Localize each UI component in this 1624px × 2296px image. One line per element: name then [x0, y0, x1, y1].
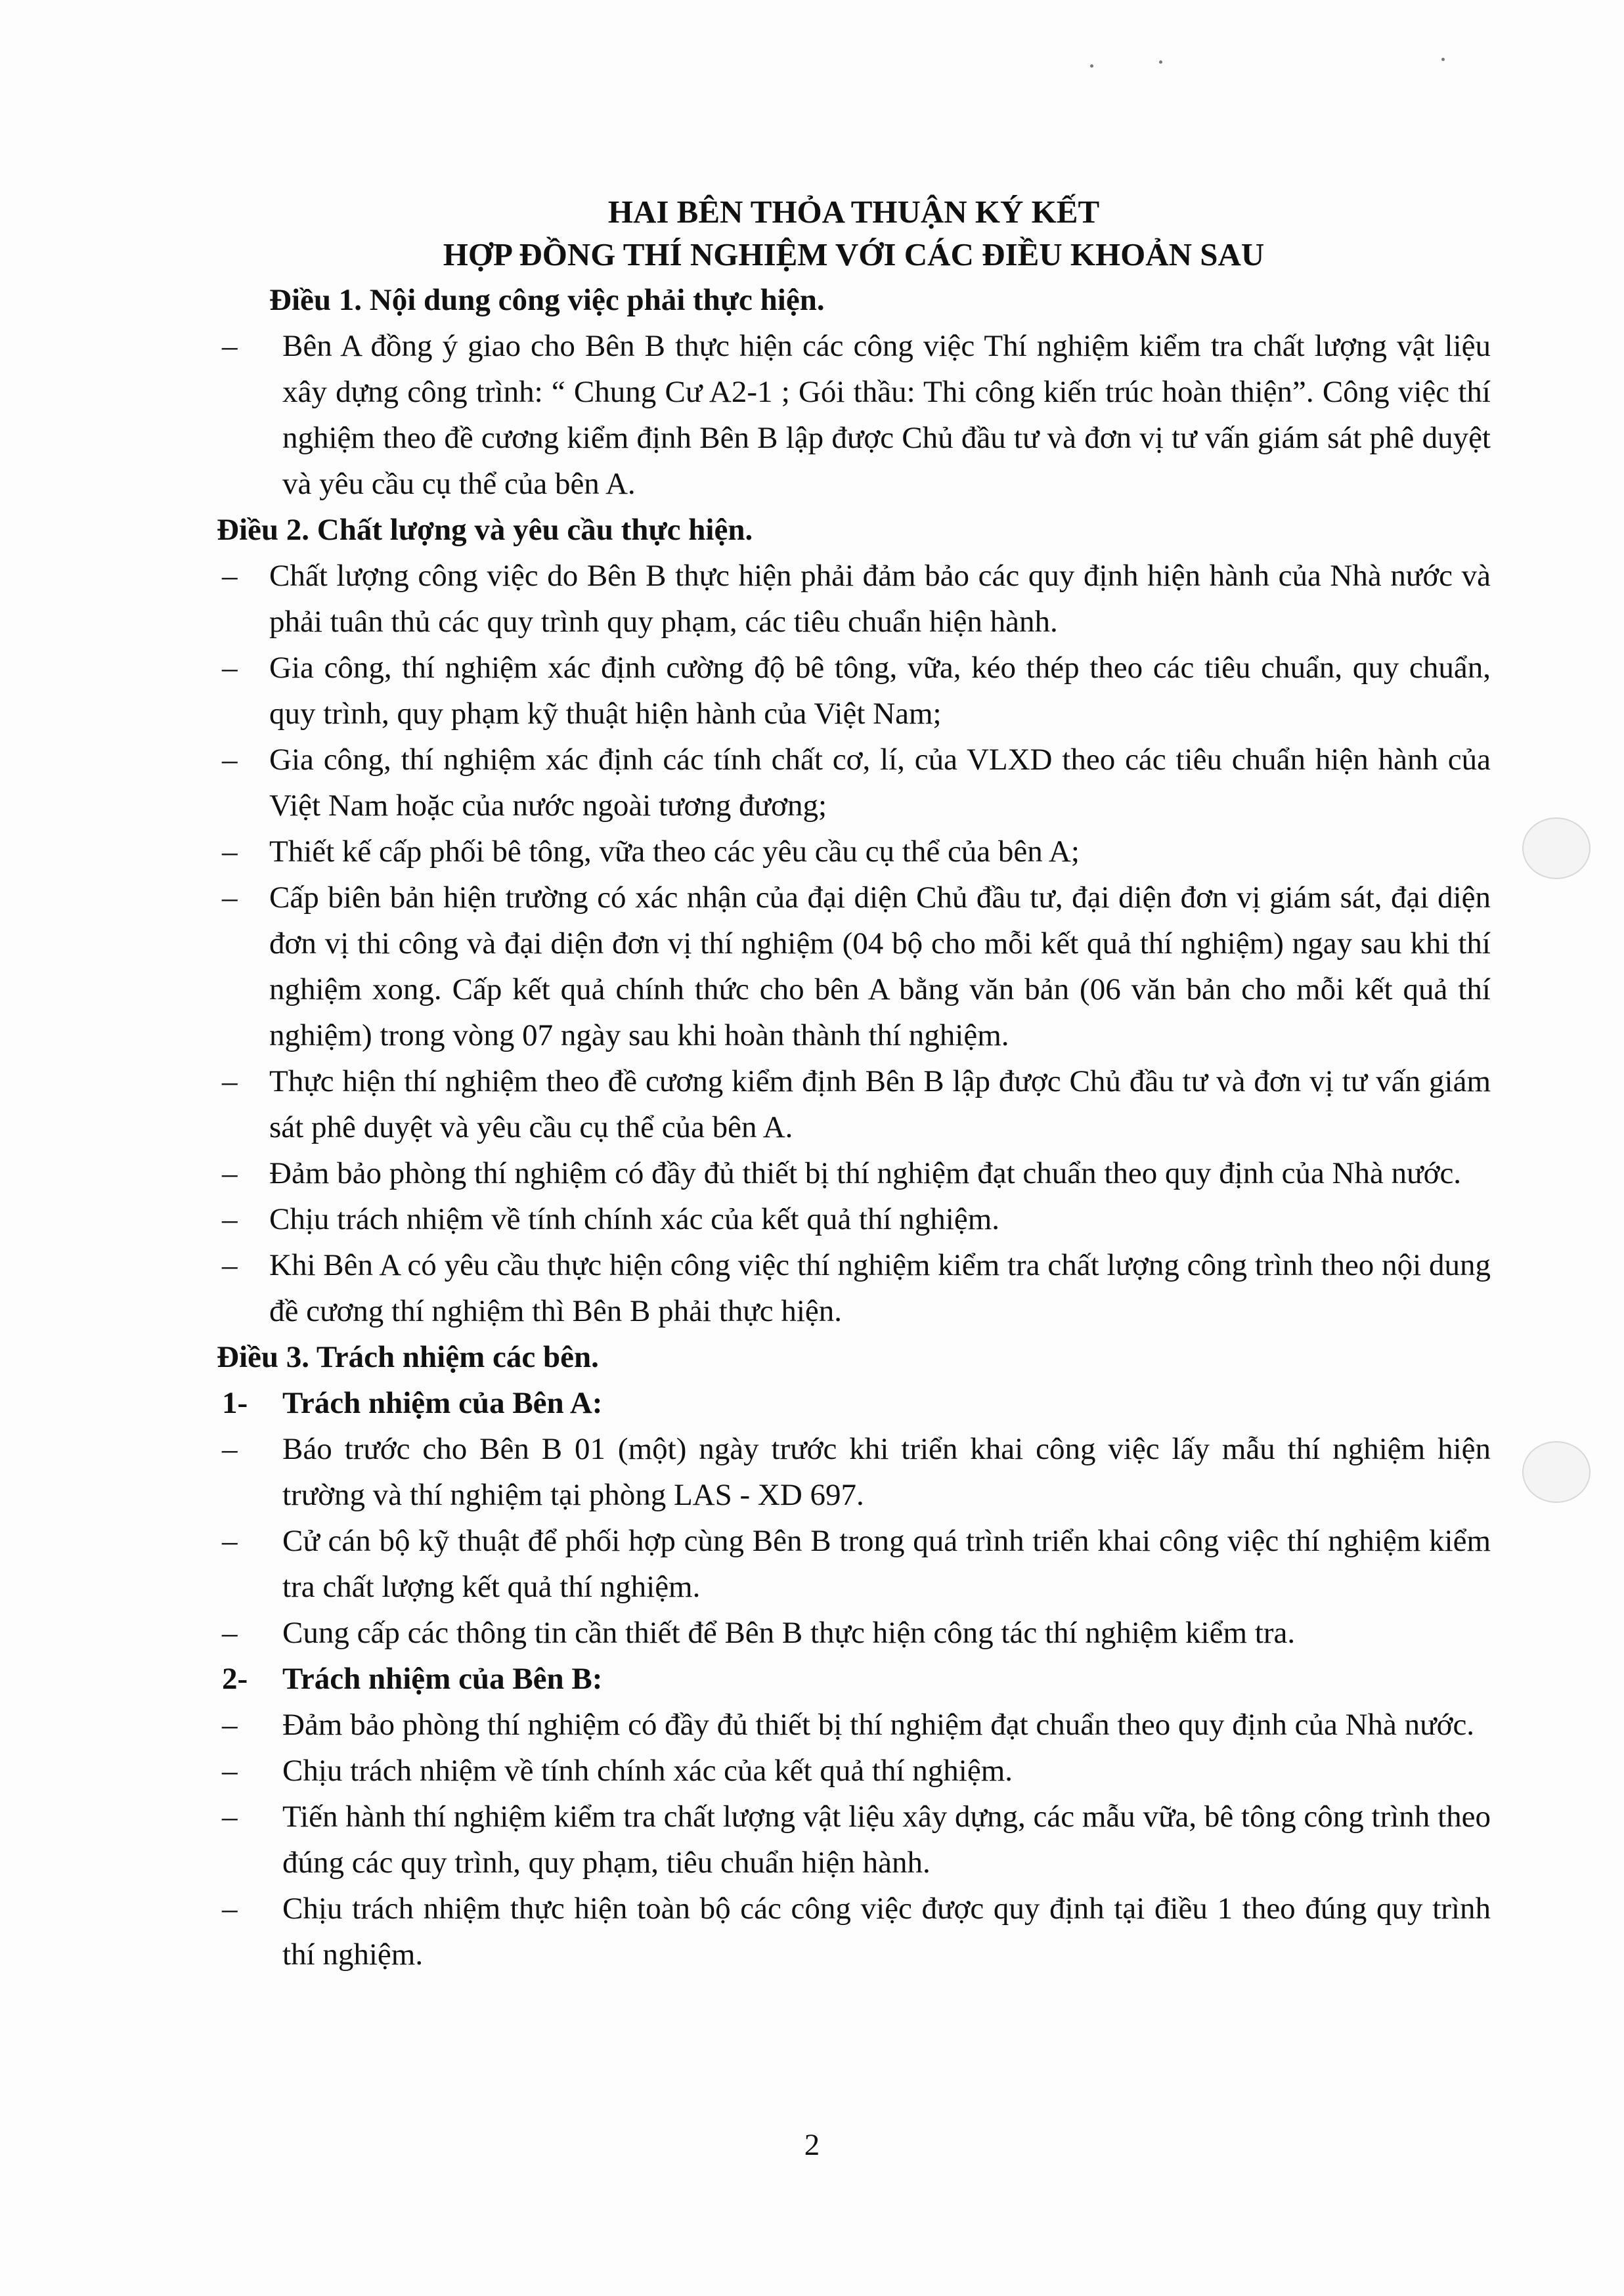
party-a-item: [217, 1610, 1491, 1656]
item-text: Chịu trách nhiệm về tính chính xác của kết quả thí nghiệm.: [282, 1754, 1013, 1788]
item-text: Chịu trách nhiệm về tính chính xác của kết quả thí nghiệm.: [269, 1202, 1000, 1236]
item-text: Cung cấp các thông tin cần thiết để Bên B thực hiện công tác thí nghiệm kiểm tra.: [282, 1616, 1296, 1650]
item-text: Khi Bên A có yêu cầu thực hiện công việc thí nghiệm kiểm tra chất lượng công trình theo nội dung đề cương thí nghiệm thì Bên B phải thực hiện.: [269, 1248, 1491, 1328]
item-text: Chịu trách nhiệm thực hiện toàn bộ các công việc được quy định tại điều 1 theo đúng quy trình thí nghiệm.: [282, 1892, 1491, 1972]
party-b-heading: [217, 1656, 1491, 1702]
page-number: 2: [804, 2128, 820, 2162]
party-b-item: [217, 1748, 1491, 1794]
bullet-dash: –: [222, 651, 238, 685]
bullet-dash: –: [222, 1708, 238, 1742]
bullet-dash: –: [222, 1800, 238, 1834]
article-2-item: [217, 737, 1491, 829]
party-a-item: [217, 1518, 1491, 1610]
scan-speck: [1090, 64, 1093, 68]
item-text: Gia công, thí nghiệm xác định các tính chất cơ, lí, của VLXD theo các tiêu chuẩn hiện hành của Việt Nam hoặc của nước ngoài tương đương;: [269, 743, 1491, 823]
article-1-heading: Điều 1. Nội dung công việc phải thực hiện.: [269, 283, 825, 317]
item-text: Thiết kế cấp phối bê tông, vữa theo các yêu cầu cụ thể của bên A;: [269, 834, 1080, 869]
document-body: [217, 190, 1491, 1978]
party-a-item: [217, 1426, 1491, 1518]
section-title: Trách nhiệm của Bên A:: [282, 1386, 603, 1420]
bullet-dash: –: [222, 1202, 238, 1236]
title-line-1: HAI BÊN THỎA THUẬN KÝ KẾT: [607, 194, 1100, 230]
item-text: Báo trước cho Bên B 01 (một) ngày trước khi triển khai công việc lấy mẫu thí nghiệm hiện trường và thí nghiệm tại phòng LAS - XD 697.: [282, 1432, 1491, 1512]
party-b-item: [217, 1702, 1491, 1748]
title-line-2: HỢP ĐỒNG THÍ NGHIỆM VỚI CÁC ĐIỀU KHOẢN SAU: [443, 236, 1265, 272]
bullet-dash: –: [222, 1248, 238, 1282]
scan-speck: [1159, 60, 1162, 64]
item-text: Bên A đồng ý giao cho Bên B thực hiện các công việc Thí nghiệm kiểm tra chất lượng vật liệu xây dựng công trình: “ Chung Cư A2-1 ; Gói thầu: Thi công kiến trúc hoàn thiện”. Công việc thí nghiệm theo đề cương kiểm định Bên B lập được Chủ đầu tư và đơn vị tư vấn giám sát phê duyệt và yêu cầu cụ thể của bên A.: [282, 329, 1491, 501]
article-1-item: [217, 323, 1491, 507]
bullet-dash: –: [222, 1156, 238, 1190]
article-3-heading: Điều 3. Trách nhiệm các bên.: [217, 1340, 599, 1374]
bullet-dash: –: [222, 1616, 238, 1650]
item-text: Đảm bảo phòng thí nghiệm có đầy đủ thiết bị thí nghiệm đạt chuẩn theo quy định của Nhà nước.: [269, 1156, 1462, 1190]
item-text: Thực hiện thí nghiệm theo đề cương kiểm định Bên B lập được Chủ đầu tư và đơn vị tư vấn giám sát phê duyệt và yêu cầu cụ thể của bên A.: [269, 1064, 1491, 1144]
bullet-dash: –: [222, 880, 238, 915]
scan-speck: [1441, 58, 1445, 61]
bullet-dash: –: [222, 743, 238, 777]
item-text: Cử cán bộ kỹ thuật để phối hợp cùng Bên B trong quá trình triển khai công việc thí nghiệm kiểm tra chất lượng kết quả thí nghiệm.: [282, 1524, 1491, 1604]
section-number: 1-: [222, 1386, 248, 1420]
punch-hole: [1522, 1441, 1591, 1503]
party-b-item: [217, 1794, 1491, 1886]
article-2-item: [217, 829, 1491, 875]
section-number: 2-: [222, 1662, 248, 1696]
article-2-item: [217, 553, 1491, 645]
bullet-dash: –: [222, 559, 238, 593]
article-2-item: [217, 1196, 1491, 1242]
bullet-dash: –: [222, 1064, 238, 1098]
article-2-item: [217, 645, 1491, 737]
item-text: Chất lượng công việc do Bên B thực hiện phải đảm bảo các quy định hiện hành của Nhà nước và phải tuân thủ các quy trình quy phạm, các tiêu chuẩn hiện hành.: [269, 559, 1491, 639]
section-title: Trách nhiệm của Bên B:: [282, 1662, 603, 1696]
article-2-item: [217, 875, 1491, 1058]
bullet-dash: –: [222, 1892, 238, 1926]
item-text: Đảm bảo phòng thí nghiệm có đầy đủ thiết bị thí nghiệm đạt chuẩn theo quy định của Nhà nước.: [282, 1708, 1475, 1742]
document-title: [217, 190, 1491, 276]
bullet-dash: –: [222, 834, 238, 869]
party-b-item: [217, 1886, 1491, 1978]
party-a-heading: [217, 1380, 1491, 1426]
bullet-dash: –: [222, 329, 238, 363]
item-text: Cấp biên bản hiện trường có xác nhận của đại diện Chủ đầu tư, đại diện đơn vị giám sát, đại diện đơn vị thi công và đại diện đơn vị thí nghiệm (04 bộ cho mỗi kết quả thí nghiệm) ngay sau khi thí nghiệm xong. Cấp kết quả chính thức cho bên A bằng văn bản (06 văn bản cho mỗi kết quả thí nghiệm) trong vòng 07 ngày sau khi hoàn thành thí nghiệm.: [269, 880, 1491, 1052]
item-text: Gia công, thí nghiệm xác định cường độ bê tông, vữa, kéo thép theo các tiêu chuẩn, quy chuẩn, quy trình, quy phạm kỹ thuật hiện hành của Việt Nam;: [269, 651, 1491, 731]
article-2-item: [217, 1150, 1491, 1196]
article-2-heading: Điều 2. Chất lượng và yêu cầu thực hiện.: [217, 513, 753, 547]
punch-hole: [1522, 817, 1591, 879]
bullet-dash: –: [222, 1432, 238, 1466]
article-2-item: [217, 1242, 1491, 1334]
bullet-dash: –: [222, 1754, 238, 1788]
article-2-item: [217, 1058, 1491, 1150]
item-text: Tiến hành thí nghiệm kiểm tra chất lượng vật liệu xây dựng, các mẫu vữa, bê tông công trình theo đúng các quy trình, quy phạm, tiêu chuẩn hiện hành.: [282, 1800, 1491, 1880]
bullet-dash: –: [222, 1524, 238, 1558]
